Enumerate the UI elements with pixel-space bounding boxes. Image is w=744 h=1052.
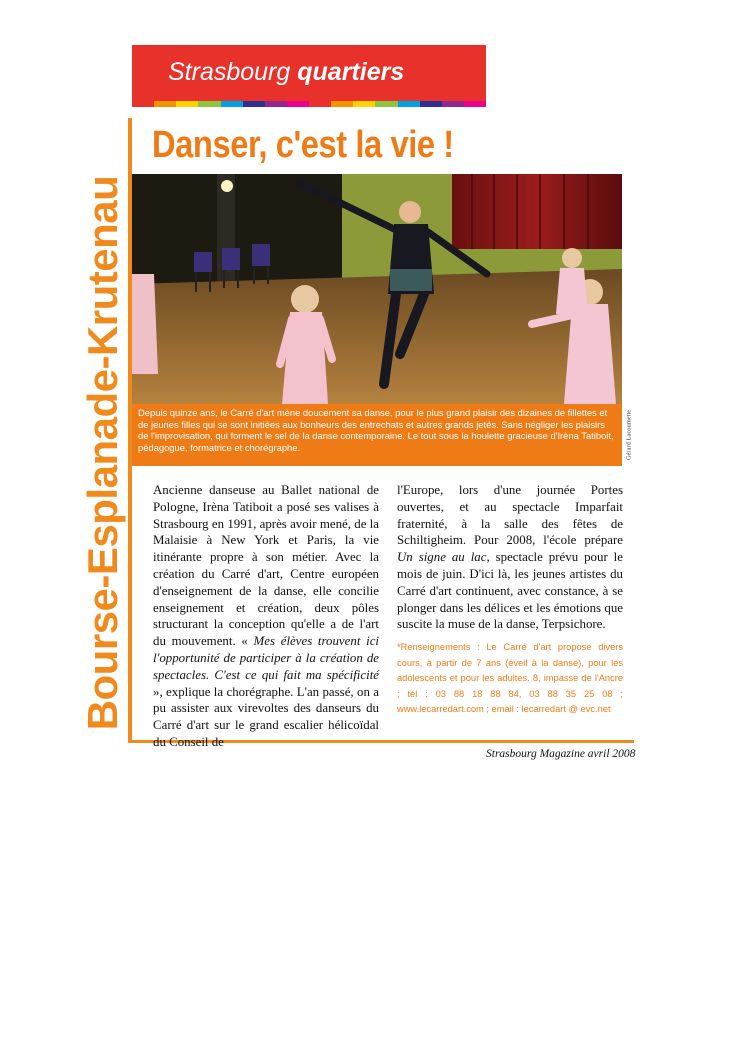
stripe-segment bbox=[420, 101, 442, 107]
district-title-text: Bourse-Esplanade-Krutenau bbox=[79, 175, 126, 731]
article-paragraph-2 bbox=[397, 482, 623, 633]
stripe-segment bbox=[287, 101, 309, 107]
photo-credit-text: Gérard Lacoumette bbox=[625, 409, 633, 461]
article-text: l'Europe, lors d'une journée Portes ouvertes, et au spectacle Imparfait fraternité, à la salle des fêtes de Schiltigheim. Pour 2008, l'école prépare bbox=[397, 483, 623, 548]
article-text: Ancienne danseuse au Ballet national de Pologne, Irèna Tatiboit a posé ses valises à Strasbourg en 1991, après avoir mené, de la Malaisie à New York et Paris, la vie itinérante propre à son métier. Avec la création du Carré d'art, Centre européen d'enseignement de la danse, elle concilie enseignement et création, deux pôles structurant la conception qu'elle a de l'art du mouvement. « bbox=[153, 483, 379, 649]
banner-word-quartiers: quartiers bbox=[290, 58, 405, 86]
article-headline: Danser, c'est la vie ! bbox=[152, 124, 454, 166]
stripe-segment bbox=[331, 101, 353, 107]
show-title: Un signe au lac bbox=[397, 550, 487, 565]
article-quote: Mes élèves trouvent ici l'opportunité de participer à la création de spectacles. C'est ce qui fait ma spécificité bbox=[153, 634, 379, 682]
photo-illustration bbox=[132, 174, 622, 404]
stripe-segment bbox=[309, 101, 331, 107]
banner-title bbox=[168, 58, 404, 87]
photo-credit bbox=[622, 404, 636, 466]
article-column-1 bbox=[153, 482, 379, 751]
banner-word-strasbourg: Strasbourg bbox=[168, 58, 291, 86]
magazine-banner bbox=[132, 45, 486, 103]
stripe-segment bbox=[375, 101, 397, 107]
stripe-segment bbox=[398, 101, 420, 107]
dance-class-photo bbox=[132, 174, 622, 404]
article-text: », explique la chorégraphe. L'an passé, on a pu assister aux virevoltes des danseurs du Carré d'art sur le grand escalier hélicoïdal du Conseil de bbox=[153, 684, 379, 749]
stripe-segment bbox=[442, 101, 464, 107]
source-line: Strasbourg Magazine avril 2008 bbox=[486, 748, 636, 760]
photo-caption: Depuis quinze ans, le Carré d'art mène doucement sa danse, pour le plus grand plaisir des dizaines de fillettes et de jeunes filles qui se sont initiées aux bonheurs des entrechats et autres grands jetés. Sans négliger les plaisirs de l'improvisation, qui forment le sel de la danse contemporaine. Le tout sous la houlette gracieuse d'Irèna Tatiboit, pédagogue, formatrice et chorégraphe. bbox=[132, 404, 622, 466]
stripe-segment bbox=[221, 101, 243, 107]
article-column-2 bbox=[397, 482, 623, 633]
stripe-segment bbox=[176, 101, 198, 107]
stripe-segment bbox=[132, 101, 154, 107]
stripe-segment bbox=[265, 101, 287, 107]
stripe-segment bbox=[464, 101, 486, 107]
article-paragraph-1 bbox=[153, 482, 379, 751]
stripe-segment bbox=[353, 101, 375, 107]
stripe-segment bbox=[154, 101, 176, 107]
district-title bbox=[81, 173, 125, 733]
info-box: *Renseignements : Le Carré d'art propose divers cours, à partir de 7 ans (éveil à la danse), pour les adolescents et pour les adultes. 8, impasse de l'Ancre ; tél : 03 88 18 88 84, 03 88 35 25 08 ; www.lecarredart.com ; email : lecarredart @ evc.net bbox=[397, 642, 623, 714]
stripe-segment bbox=[243, 101, 265, 107]
article-text: , spectacle prévu pour le mois de juin. D'ici là, les jeunes artistes du Carré d'art continuent, avec constance, à se plonger dans les délices et les émotions que suscite la muse de la danse, Terpsichore. bbox=[397, 550, 623, 632]
color-stripes bbox=[132, 101, 486, 107]
stripe-segment bbox=[198, 101, 220, 107]
